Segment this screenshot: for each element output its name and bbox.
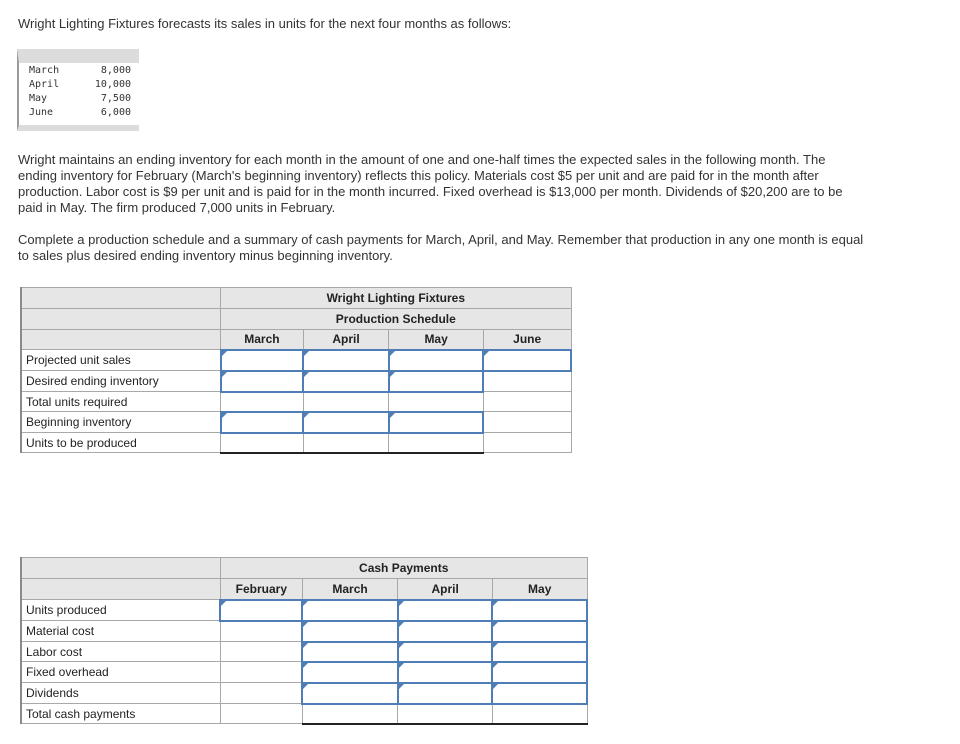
input-units-produced-march[interactable] [221,433,304,453]
input-labor-cost-april[interactable] [398,642,493,662]
input-units-produced-february[interactable] [220,600,302,621]
input-units-produced-april[interactable] [303,433,389,453]
row-label-dividends: Dividends [21,683,220,704]
input-labor-cost-may[interactable] [492,642,587,662]
input-ending-inventory-april[interactable] [303,371,389,392]
forecast-units: 8,000 [100,65,131,76]
input-projected-sales-march[interactable] [221,350,304,371]
intro-text: Wright Lighting Fixtures forecasts its sales in units for the next four months as follows: [18,16,512,31]
row-label-material-cost: Material cost [21,621,220,642]
input-dividends-march[interactable] [302,683,398,704]
input-units-produced-march[interactable] [302,600,398,621]
input-labor-cost-march[interactable] [302,642,398,662]
input-material-cost-april[interactable] [398,621,493,642]
problem-paragraph: Wright maintains an ending inventory for each month in the amount of one and one-half times the expected sales in the following month. The ending inventory for February (March's beginning inventory) reflects this policy. Materials cost $5 per unit and are paid for in the month after production. Labor cost is $9 per unit and is paid for in the month incurred. Fixed overhead is $13,000 per month. Dividends of $20,200 are to be paid in May. The firm produced 7,000 units in February. [18,152,843,215]
input-beginning-inventory-march[interactable] [221,412,304,433]
column-header-may: May [492,579,587,600]
sales-forecast-table [17,49,139,131]
input-dividends-may[interactable] [492,683,587,704]
forecast-units: 6,000 [100,107,131,118]
input-total-required-april[interactable] [303,392,389,412]
column-header-april: April [303,330,389,350]
cash-title: Cash Payments [220,558,587,579]
input-fixed-overhead-march[interactable] [302,662,398,683]
input-ending-inventory-march[interactable] [221,371,304,392]
forecast-units: 7,500 [100,93,131,104]
row-label-units-produced: Units produced [21,600,220,621]
input-total-required-march[interactable] [221,392,304,412]
input-units-produced-april[interactable] [398,600,493,621]
forecast-row-june [19,106,139,120]
header-blank [21,309,221,330]
column-header-march: March [302,579,398,600]
instructions-paragraph: Complete a production schedule and a summary of cash payments for March, April, and May. Remember that production in any one month is equal to sales plus desired ending inventory minus beginning inventory. [18,232,864,263]
input-total-cash-march[interactable] [302,704,398,724]
empty-cell [220,704,302,724]
empty-cell [483,412,571,433]
header-blank [21,288,221,309]
column-header-may: May [389,330,484,350]
forecast-month: April [29,79,60,90]
input-projected-sales-june[interactable] [483,350,571,371]
production-schedule-table [20,287,572,454]
empty-cell [483,371,571,392]
input-material-cost-may[interactable] [492,621,587,642]
empty-cell [220,642,302,662]
row-label-projected-unit-sales: Projected unit sales [21,350,221,371]
forecast-month: May [29,93,48,104]
empty-cell [483,433,571,453]
empty-cell [220,683,302,704]
input-projected-sales-may[interactable] [389,350,484,371]
row-label-beginning-inventory: Beginning inventory [21,412,221,433]
row-label-fixed-overhead: Fixed overhead [21,662,220,683]
input-total-required-may[interactable] [389,392,484,412]
forecast-row-march [19,64,139,78]
input-ending-inventory-may[interactable] [389,371,484,392]
row-label-total-cash-payments: Total cash payments [21,704,220,724]
forecast-month: June [29,107,54,118]
input-beginning-inventory-april[interactable] [303,412,389,433]
production-title: Wright Lighting Fixtures [221,288,571,309]
row-label-desired-ending-inventory: Desired ending inventory [21,371,221,392]
row-label-total-units-required: Total units required [21,392,221,412]
column-header-june: June [483,330,571,350]
column-header-february: February [220,579,302,600]
input-fixed-overhead-april[interactable] [398,662,493,683]
cash-payments-table [20,557,588,725]
input-units-produced-may[interactable] [389,433,484,453]
header-blank [21,330,221,350]
empty-cell [483,392,571,412]
input-material-cost-march[interactable] [302,621,398,642]
forecast-month: March [29,65,60,76]
forecast-units: 10,000 [94,79,131,90]
input-units-produced-may[interactable] [492,600,587,621]
production-subtitle: Production Schedule [221,309,571,330]
column-header-april: April [398,579,493,600]
row-label-labor-cost: Labor cost [21,642,220,662]
empty-cell [220,621,302,642]
header-blank [21,579,220,600]
input-fixed-overhead-may[interactable] [492,662,587,683]
input-total-cash-april[interactable] [398,704,493,724]
empty-cell [220,662,302,683]
column-header-march: March [221,330,304,350]
forecast-row-april [19,78,139,92]
input-projected-sales-april[interactable] [303,350,389,371]
forecast-row-may [19,92,139,106]
input-dividends-april[interactable] [398,683,493,704]
input-beginning-inventory-may[interactable] [389,412,484,433]
header-blank [21,558,220,579]
input-total-cash-may[interactable] [492,704,587,724]
row-label-units-to-be-produced: Units to be produced [21,433,221,453]
